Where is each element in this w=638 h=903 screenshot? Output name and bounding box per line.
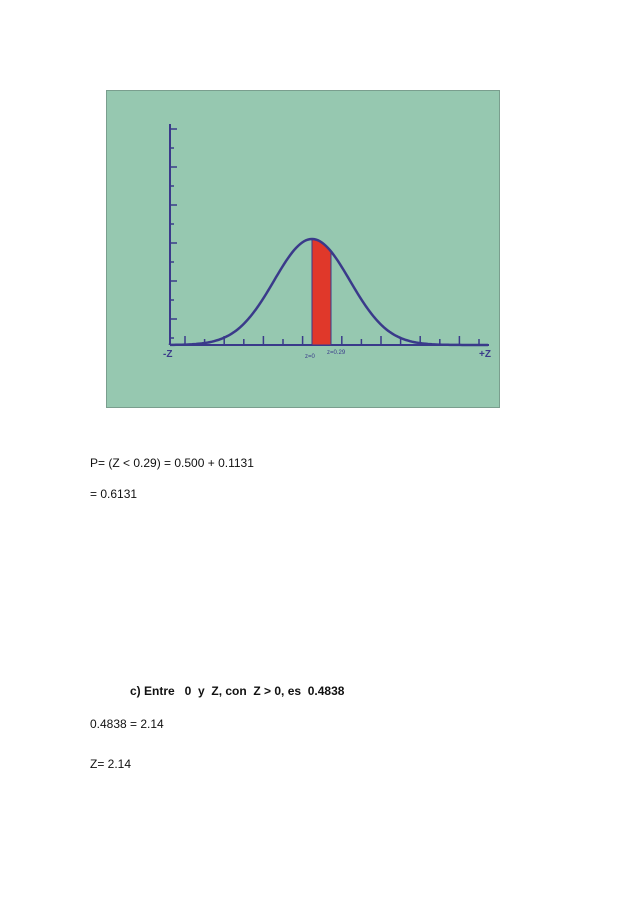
left-axis-label: -Z	[163, 349, 173, 360]
section-c-line1: 0.4838 = 2.14	[90, 717, 164, 731]
z0-label: z=0	[305, 354, 315, 360]
normal-distribution-figure	[106, 90, 500, 408]
probability-equation: P= (Z < 0.29) = 0.500 + 0.1131	[90, 456, 254, 470]
y-axis-ticks	[170, 129, 177, 338]
zval-label: z=0.29	[327, 350, 346, 356]
normal-curve-graphic	[107, 91, 501, 409]
probability-result: = 0.6131	[90, 487, 138, 501]
section-c-result: Z= 2.14	[90, 757, 132, 771]
section-c-heading: c) Entre 0 y Z, con Z > 0, es 0.4838	[130, 684, 345, 698]
right-axis-label: +Z	[479, 349, 491, 360]
shaded-area	[312, 239, 331, 345]
